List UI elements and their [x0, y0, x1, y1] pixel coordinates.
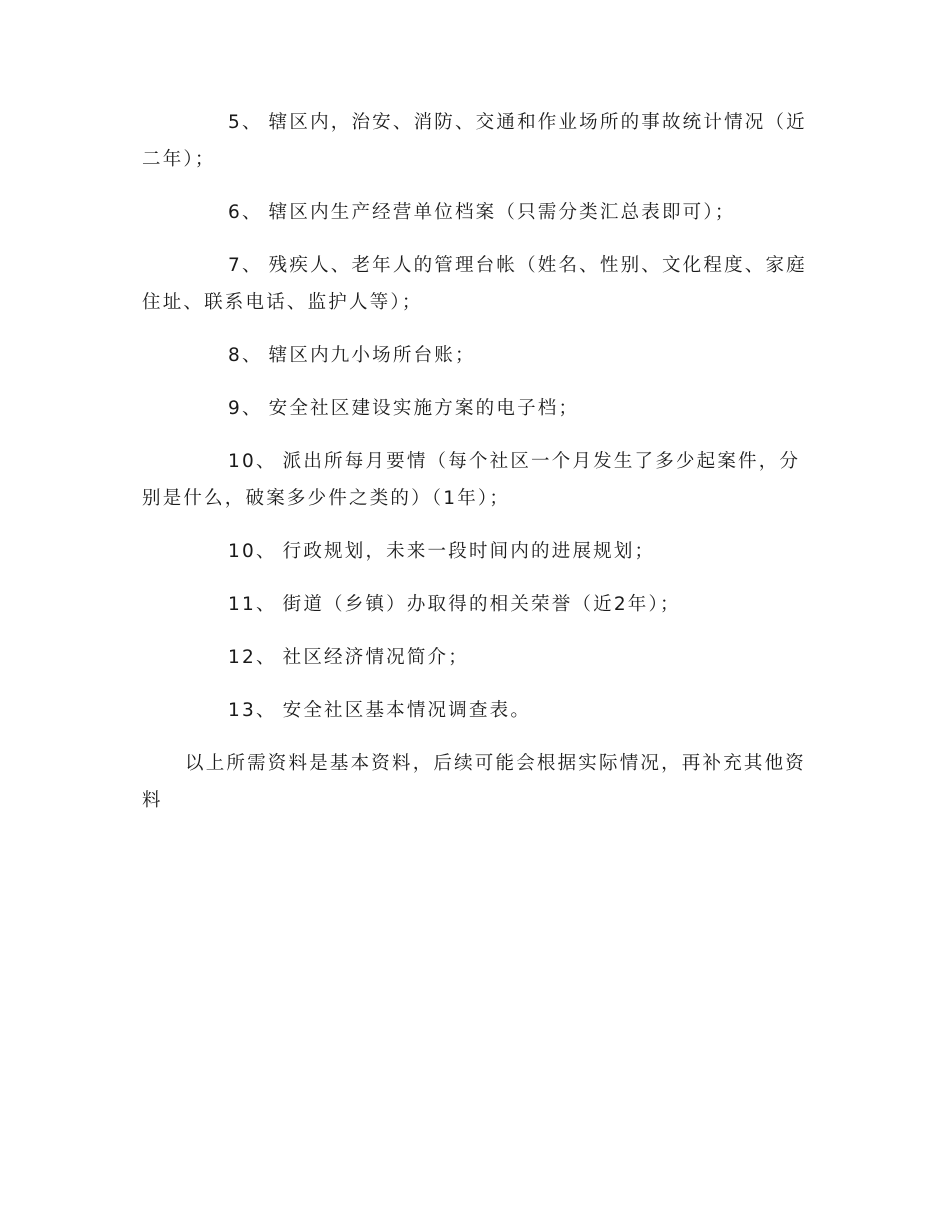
item-text: 街道（乡镇）办取得的相关荣誉（近2年）；: [282, 594, 681, 615]
item-text: 辖区内九小场所台账；: [268, 345, 476, 366]
list-item: [142, 390, 807, 427]
item-number: 11、: [228, 594, 277, 615]
item-number: 13、: [228, 700, 277, 721]
item-number: 10、: [228, 541, 277, 562]
closing-paragraph: 以上所需资料是基本资料，后续可能会根据实际情况，再补充其他资料: [142, 753, 807, 811]
item-text: 辖区内，治安、消防、交通和作业场所的事故统计情况（近二年）；: [142, 112, 807, 170]
item-number: 10、: [228, 451, 277, 472]
item-text: 派出所每月要情（每个社区一个月发生了多少起案件，分别是什么，破案多少件之类的）（1年）；: [142, 451, 801, 509]
list-item: [142, 443, 807, 517]
list-item: [142, 586, 807, 623]
item-number: 12、: [228, 647, 277, 668]
item-number: 6、: [228, 202, 263, 223]
list-item: [142, 104, 807, 178]
item-number: 7、: [228, 255, 263, 276]
list-item: [142, 194, 807, 231]
list-item: [142, 692, 807, 729]
item-text: 行政规划，未来一段时间内的进展规划；: [282, 541, 656, 562]
list-item: [142, 247, 807, 321]
item-number: 9、: [228, 398, 263, 419]
item-text: 安全社区建设实施方案的电子档；: [268, 398, 580, 419]
item-text: 辖区内生产经营单位档案（只需分类汇总表即可）；: [268, 202, 736, 223]
item-text: 安全社区基本情况调查表。: [282, 700, 532, 721]
document-body: [142, 104, 807, 835]
item-number: 8、: [228, 345, 263, 366]
item-number: 5、: [228, 112, 263, 133]
item-text: 社区经济情况简介；: [282, 647, 469, 668]
list-item: [142, 337, 807, 374]
list-item: [142, 533, 807, 570]
item-text: 残疾人、老年人的管理台帐（姓名、性别、文化程度、家庭住址、联系电话、监护人等）；: [142, 255, 807, 313]
list-item: [142, 639, 807, 676]
